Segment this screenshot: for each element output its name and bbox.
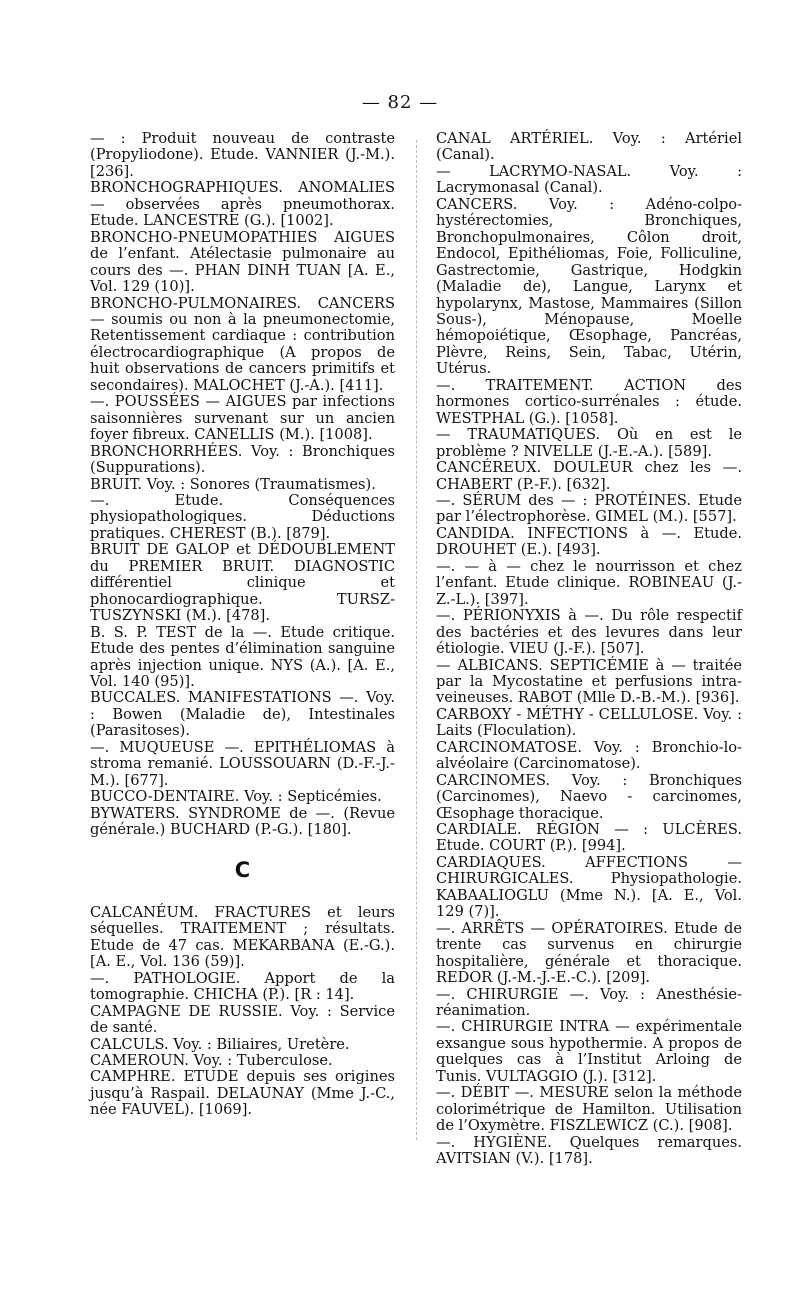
index-entry: CANCERS. Voy. : Adéno-colpo-hystérectomies, Bronchiques, Bronchopulmonaires, Côlon droit, Endocol, Epithéliomas, Foie, Folliculine, Gastrectomie, Gastrique, Hodgkin (Maladie de), Langue, Larynx et hypolarynx, Mastose, Mammaires (Sillon Sous-), Ménopause, Moelle hémopoiétique, Œsophage, Pancréas, Plèvre, Reins, Sein, Tabac, Utérin, Utérus. [436,195,742,378]
index-entry: BRUIT DE GALOP et DÉDOUBLEMENT du PREMIER BRUIT. DIAGNOSTIC différentiel clinique et phonocardiographique. TURSZ-TUSZYNSKI (M.). [478]. [90,541,395,625]
index-column-left [90,131,395,1119]
index-entry: —. Etude. Conséquences physiopathologiques. Déductions pratiques. CHEREST (B.). [879]. [90,491,395,542]
index-entry: BUCCALES. MANIFESTATIONS —. Voy. : Bowen (Maladie de), Intestinales (Parasitoses). [90,689,395,740]
index-entry: — : Produit nouveau de contraste (Propyliodone). Etude. VANNIER (J.-M.). [236]. [90,130,395,180]
index-entry: —. PATHOLOGIE. Apport de la tomographie. CHICHA (P.). [R : 14]. [90,969,395,1004]
index-entry: BYWATERS. SYNDROME de —. (Revue générale.) BUCHARD (P.-G.). [180]. [90,804,395,839]
index-entry: CARBOXY - MÉTHY - CELLULOSE. Voy. : Laits (Floculation). [436,705,742,740]
index-entry: CALCANÉUM. FRACTURES et leurs séquelles. TRAITEMENT ; résultats. Etude de 47 cas. MEKARBANA (E.-G.). [A. E., Vol. 136 (59)]. [90,903,395,971]
index-entry: BRUIT. Voy. : Sonores (Traumatismes). [90,475,376,493]
index-entry: CARCINOMATOSE. Voy. : Bronchio-lo-alvéolaire (Carcinomatose). [436,738,742,773]
index-entry: —. HYGIÈNE. Quelques remarques. AVITSIAN (V.). [178]. [436,1133,742,1168]
index-entry: CAMEROUN. Voy. : Tuberculose. [90,1052,333,1070]
index-entry: CARDIAQUES. AFFECTIONS — CHIRURGICALES. Physiopathologie. KABAALIOGLU (Mme N.). [A. E., Vol. 129 (7)]. [436,853,742,921]
index-entry: CANDIDA. INFECTIONS à —. Etude. DROUHET (E.). [493]. [436,524,742,559]
column-divider [416,140,417,1140]
index-entry: BRONCHORRHÉES. Voy. : Bronchiques (Suppurations). [90,442,395,477]
index-entry: CARDIALE. RÉGION — : ULCÈRES. Etude. COURT (P.). [994]. [436,821,742,855]
index-entry: — LACRYMO-NASAL. Voy. : Lacrymonasal (Canal). [436,162,742,197]
index-entry: CALCULS. Voy. : Biliaires, Uretère. [90,1035,350,1053]
index-column-right [436,131,742,1168]
section-letter: C [234,858,251,883]
index-entry: — ALBICANS. SEPTICÉMIE à — traitée par la Mycostatine et perfusions intra-veineuses. RABOT (Mlle D.-B.-M.). [936]. [436,656,742,707]
index-entry: BRONCHOGRAPHIQUES. ANOMALIES — observées après pneumothorax. Etude. LANCESTRE (G.). [1002]. [90,179,395,230]
index-entry: —. DÉBIT —. MESURE selon la méthode colorimétrique de Hamilton. Utilisation de l’Oxymètre. FISZLEWICZ (C.). [908]. [436,1084,742,1135]
index-entry: CAMPHRE. ETUDE depuis ses origines jusqu’à Raspail. DELAUNAY (Mme J.-C., née FAUVEL). [1069]. [90,1068,395,1119]
index-entry: —. — à — chez le nourrisson et chez l’enfant. Etude clinique. ROBINEAU (J.-Z.-L.). [397]. [436,557,742,608]
index-entry: —. SÉRUM des — : PROTÉINES. Etude par l’électrophorèse. GIMEL (M.). [557]. [436,491,742,526]
index-entry: CAMPAGNE DE RUSSIE. Voy. : Service de santé. [90,1002,395,1037]
index-entry: B. S. P. TEST de la —. Etude critique. Etude des pentes d’élimination sanguine après injection unique. NYS (A.). [A. E., Vol. 140 (95)]. [90,623,395,690]
index-entry: CANAL ARTÉRIEL. Voy. : Artériel (Canal). [436,130,742,164]
index-entry: —. ARRÊTS — OPÉRATOIRES. Etude de trente cas survenus en chirurgie hospitalière, générale et thoracique. REDOR (J.-M.-J.-E.-C.). [209]. [436,919,742,987]
index-entry: BRONCHO-PNEUMOPATHIES AIGUES de l’enfant. Atélectasie pulmonaire au cours des —. PHAN DINH TUAN [A. E., Vol. 129 (10)]. [90,228,395,296]
index-entry: —. PÉRIONYXIS à —. Du rôle respectif des bactéries et des levures dans leur étiologie. VIEU (J.-F.). [507]. [436,607,742,658]
index-entry: —. POUSSÉES — AIGUES par infections saisonnières survenant sur un ancien foyer fibreux. CANELLIS (M.). [1008]. [90,393,395,444]
index-entry: BUCCO-DENTAIRE. Voy. : Septicémies. [90,788,382,806]
page-number: — 82 — [361,92,439,113]
index-entry: —. TRAITEMENT. ACTION des hormones cortico-surrénales : étude. WESTPHAL (G.). [1058]. [436,376,742,427]
index-entry: —. MUQUEUSE —. EPITHÉLIOMAS à stroma remanié. LOUSSOUARN (D.-F.-J.-M.). [677]. [90,738,395,789]
index-entry: — TRAUMATIQUES. Où en est le problème ? NIVELLE (J.-E.-A.). [589]. [436,426,742,460]
index-entry: BRONCHO-PULMONAIRES. CANCERS — soumis ou non à la pneumonectomie, Retentissement cardiaque : contribution électrocardiographique (A propos de huit observations de cancers primitifs et secondaires). MALOCHET (J.-A.). [411]. [90,294,395,394]
index-entry: —. CHIRURGIE —. Voy. : Anesthésie-réanimation. [436,985,742,1020]
index-entry: CANCÉREUX. DOULEUR chez les —. CHABERT (P.-F.). [632]. [436,459,742,493]
index-entry: CARCINOMES. Voy. : Bronchiques (Carcinomes), Naevo - carcinomes, Œsophage thoracique. [436,771,742,822]
index-entry: —. CHIRURGIE INTRA — expérimentale exsangue sous hypothermie. A propos de quelques cas à l’Institut Arloing de Tunis. VULTAGGIO (J.). [312]. [436,1018,742,1085]
